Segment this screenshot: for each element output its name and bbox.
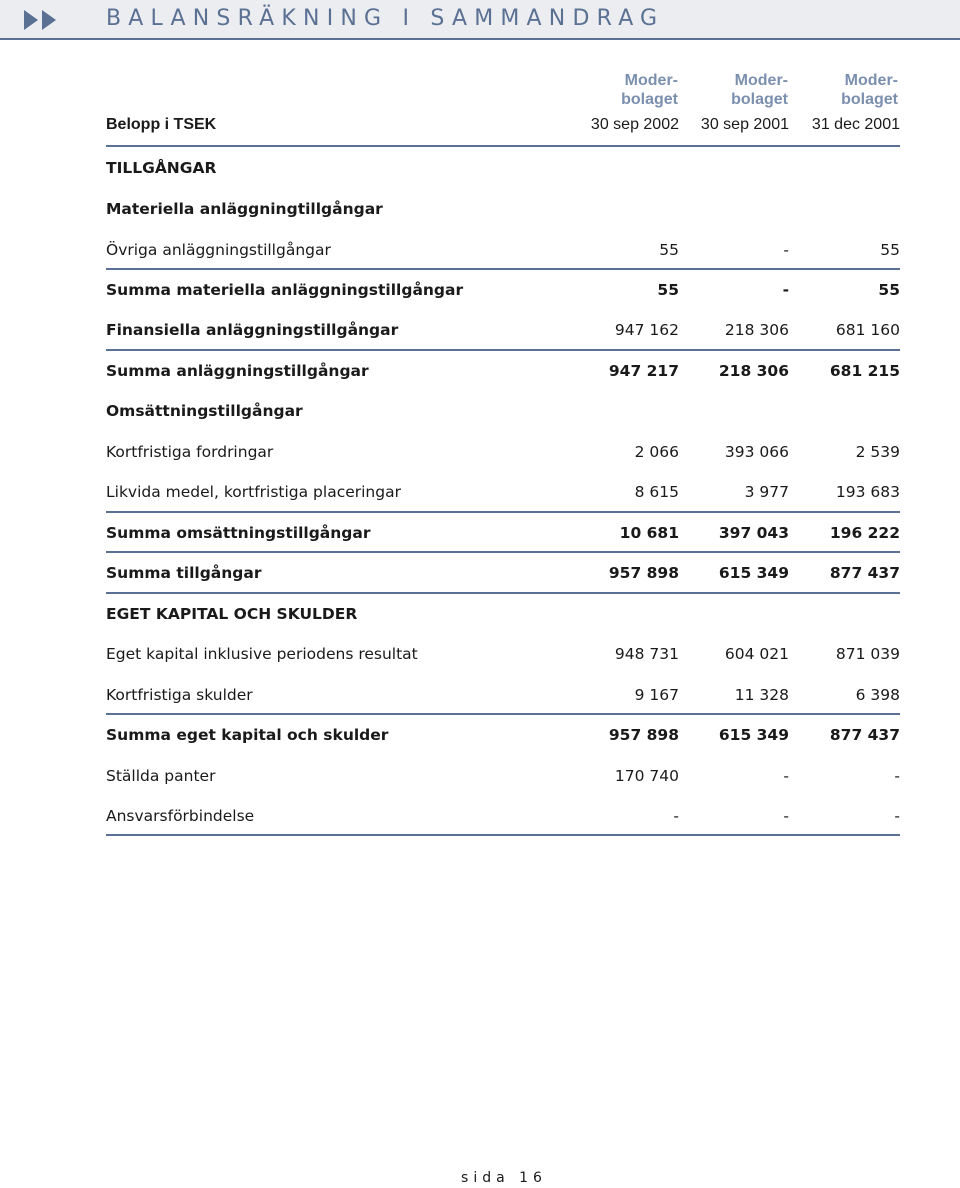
column-header-3: Moder- bolaget [841, 72, 898, 108]
table-row [106, 481, 900, 503]
row-value-2: 397 043 [718, 524, 789, 542]
row-label: Ansvarsförbindelse [106, 807, 255, 825]
row-value-1: 947 162 [614, 321, 679, 339]
row-value-2: 615 349 [718, 564, 789, 582]
row-value-1: 55 [659, 241, 679, 259]
column-header-2: Moder- bolaget [731, 72, 788, 108]
row-value-1: - [673, 807, 679, 825]
date-col-3: 31 dec 2001 [811, 116, 900, 133]
row-label: Likvida medel, kortfristiga placeringar [106, 483, 401, 501]
row-label: TILLGÅNGAR [106, 159, 217, 177]
date-col-1: 30 sep 2002 [590, 116, 679, 133]
row-label: Finansiella anläggningstillgångar [106, 321, 399, 339]
row-value-1: 8 615 [634, 483, 679, 501]
row-value-2: - [783, 241, 789, 259]
row-label: Kortfristiga fordringar [106, 443, 274, 461]
row-value-1: 947 217 [608, 362, 679, 380]
table-row [106, 319, 900, 341]
table-row [106, 279, 900, 301]
table-row [106, 643, 900, 665]
row-label: Summa tillgångar [106, 564, 262, 582]
row-value-1: 55 [657, 281, 679, 299]
row-divider [106, 592, 900, 594]
row-label: Eget kapital inklusive periodens resultat [106, 645, 418, 663]
row-value-2: 393 066 [724, 443, 789, 461]
table-row [106, 765, 900, 787]
row-value-2: 604 021 [724, 645, 789, 663]
row-value-3: - [894, 807, 900, 825]
table-row [106, 562, 900, 584]
double-play-arrow-icon [24, 10, 60, 30]
header-divider [0, 38, 960, 40]
row-value-1: 948 731 [614, 645, 679, 663]
row-value-3: 193 683 [835, 483, 900, 501]
row-value-2: 615 349 [718, 726, 789, 744]
table-row [106, 400, 900, 422]
page-title: BALANSRÄKNING I SAMMANDRAG [106, 6, 665, 31]
row-divider [106, 511, 900, 513]
row-divider [106, 834, 900, 836]
row-label: Omsättningstillgångar [106, 402, 303, 420]
row-value-1: 2 066 [634, 443, 679, 461]
row-value-1: 10 681 [619, 524, 679, 542]
row-value-3: 871 039 [835, 645, 900, 663]
table-row [106, 157, 900, 179]
row-value-3: 681 160 [835, 321, 900, 339]
row-value-2: - [783, 767, 789, 785]
row-value-3: 2 539 [855, 443, 900, 461]
row-divider [106, 145, 900, 147]
table-row [106, 684, 900, 706]
row-label: Kortfristiga skulder [106, 686, 253, 704]
row-value-2: - [782, 281, 789, 299]
table-row [106, 239, 900, 261]
row-value-3: 877 437 [829, 564, 900, 582]
row-label: Ställda panter [106, 767, 216, 785]
table-row [106, 805, 900, 827]
row-value-3: 55 [880, 241, 900, 259]
row-divider [106, 713, 900, 715]
row-label: EGET KAPITAL OCH SKULDER [106, 605, 358, 623]
table-row [106, 603, 900, 625]
row-value-3: - [894, 767, 900, 785]
page-number: sida 16 [461, 1170, 547, 1186]
row-label: Summa eget kapital och skulder [106, 726, 389, 744]
row-divider [106, 349, 900, 351]
row-value-3: 6 398 [855, 686, 900, 704]
row-label: Övriga anläggningstillgångar [106, 241, 331, 259]
table-row [106, 198, 900, 220]
column-header-1: Moder- bolaget [621, 72, 678, 108]
row-value-2: - [783, 807, 789, 825]
row-value-2: 218 306 [718, 362, 789, 380]
row-value-1: 9 167 [634, 686, 679, 704]
row-label: Summa omsättningstillgångar [106, 524, 371, 542]
row-value-1: 170 740 [614, 767, 679, 785]
row-value-1: 957 898 [608, 726, 679, 744]
row-value-3: 55 [878, 281, 900, 299]
row-value-3: 681 215 [829, 362, 900, 380]
row-value-2: 3 977 [744, 483, 789, 501]
row-value-3: 877 437 [829, 726, 900, 744]
row-label: Materiella anläggningtillgångar [106, 200, 383, 218]
row-divider [106, 551, 900, 553]
date-header-row [106, 116, 900, 138]
date-col-2: 30 sep 2001 [700, 116, 789, 133]
row-label: Summa anläggningstillgångar [106, 362, 369, 380]
table-row [106, 360, 900, 382]
table-row [106, 441, 900, 463]
row-value-2: 218 306 [724, 321, 789, 339]
unit-label: Belopp i TSEK [106, 116, 217, 133]
row-value-3: 196 222 [829, 524, 900, 542]
table-row [106, 522, 900, 544]
table-row [106, 724, 900, 746]
row-value-2: 11 328 [734, 686, 789, 704]
row-value-1: 957 898 [608, 564, 679, 582]
row-label: Summa materiella anläggningstillgångar [106, 281, 464, 299]
row-divider [106, 268, 900, 270]
